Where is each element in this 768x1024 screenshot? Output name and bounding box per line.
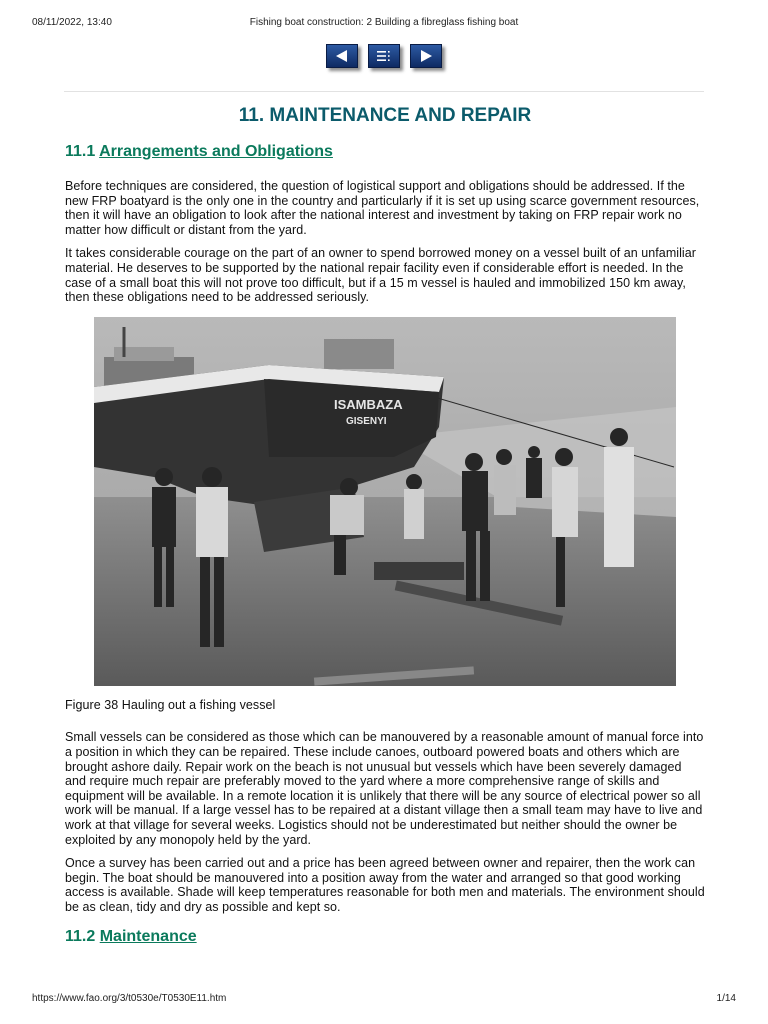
section-heading-maintenance: [65, 927, 705, 947]
section-link-arrangements[interactable]: Arrangements and Obligations: [99, 143, 333, 160]
section-number: 11.2: [65, 928, 96, 946]
previous-page-button[interactable]: [326, 44, 358, 68]
divider: [64, 91, 704, 92]
next-page-button[interactable]: [410, 44, 442, 68]
print-datetime: 08/11/2022, 13:40: [32, 17, 112, 28]
print-page-title: Fishing boat construction: 2 Building a fibreglass fishing boat: [249, 17, 519, 28]
print-header: [32, 17, 736, 31]
arrow-right-icon: [418, 49, 434, 63]
print-footer: [32, 993, 736, 1007]
boat-name-text: ISAMBAZA: [334, 396, 403, 412]
paragraph: Small vessels can be considered as those which can be manouvered by a reasonable amount of manual force into a position in which they can be repaired. These include canoes, outboard powered boats and others which are brought ashore daily. Repair work on the beach is not unusual but vessels which have been severely damaged and require much repair are preferably moved to the yard where a more comprehensive range of skills and equipment will be available. In a remote location it is unlikely that there will be any source of electrical power so all work will be manual. If a large vessel has to be repaired at a distant village then a small team may have to live and work at that village for several weeks. Logistics should not be underestimated but neither should the owner be exploited by any monopoly held by the yard.: [65, 730, 704, 847]
boat-hauling-photo: [94, 317, 676, 686]
contents-button[interactable]: [368, 44, 400, 68]
print-url: https://www.fao.org/3/t0530e/T0530E11.htm: [32, 993, 227, 1004]
section-heading-arrangements: [65, 142, 705, 162]
paragraph: Once a survey has been carried out and a price has been agreed between owner and repairer, then the work can begin. The boat should be manouvered into a position away from the water and arranged so that good working access is available. Shade will keep temperatures reasonable for both men and materials. The environment should be as clean, tidy and dry as possible and kept so.: [65, 856, 705, 914]
print-page-number: 1/14: [716, 993, 736, 1004]
paragraph: It takes considerable courage on the part of an owner to spend borrowed money on a vessel built of an unfamiliar material. He deserves to be supported by the national repair facility even if considerable effort is needed. In the case of a small boat this will not prove too difficult, but if a 15 m vessel is hauled and immobilized 150 km away, then these obligations need to be addressed seriously.: [65, 246, 696, 305]
section-link-maintenance[interactable]: Maintenance: [99, 928, 197, 946]
section-number: 11.1: [65, 143, 96, 160]
figure-caption: Figure 38 Hauling out a fishing vessel: [65, 697, 276, 712]
page-navigation: [0, 44, 768, 74]
figure-photo-hauling-vessel: [94, 317, 676, 686]
paragraph: Before techniques are considered, the question of logistical support and obligations should be addressed. If the new FRP boatyard is the only one in the country and particularly if it is set up using scarce government resources, then it will have an obligation to look after the national interest and investment by taking on FRP repair work no matter how difficult or distant from the yard.: [65, 179, 700, 237]
page-title: 11. MAINTENANCE AND REPAIR: [238, 105, 532, 126]
boat-port-text: GISENYI: [346, 415, 387, 427]
main-content: [65, 102, 705, 947]
arrow-left-icon: [334, 49, 350, 63]
list-icon: [375, 49, 393, 63]
